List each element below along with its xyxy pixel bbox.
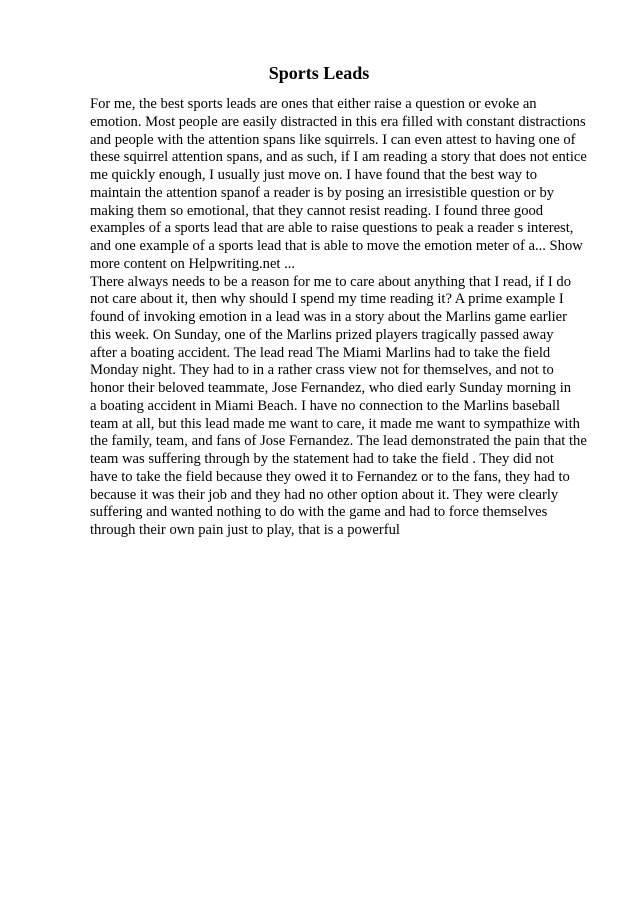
body-line: team was suffering through by the statement had to take the field . They did not (90, 451, 554, 467)
body-line: these squirrel attention spans, and as such, if I am reading a story that does not entice (90, 149, 587, 166)
body-line: making them so emotional, that they cannot resist reading. I found three good (90, 202, 544, 219)
body-line: because it was their job and they had no other option about it. They were clearly (90, 486, 559, 503)
body-line: team at all, but this lead made me want to care, it made me want to sympathize with (90, 415, 580, 432)
body-line: For me, the best sports leads are ones that either raise a question or evoke an (90, 96, 537, 112)
body-line: examples of a sports lead that are able to raise questions to peak a reader s interest, (90, 220, 574, 237)
body-line: have to take the field because they owed it to Fernandez or to the fans, they had to (90, 468, 570, 485)
body-line: and one example of a sports lead that is able to move the emotion meter of a... Show (90, 238, 583, 254)
body-line: this week. On Sunday, one of the Marlins prized players tragically passed away (90, 326, 554, 343)
document-title: Sports Leads (268, 63, 370, 83)
body-line: through their own pain just to play, that is a powerful (90, 522, 400, 538)
body-line: and people with the attention spans like squirrels. I can even attest to having one of (90, 131, 576, 148)
body-line: maintain the attention spanof a reader is by posing an irresistible question or by (90, 184, 555, 201)
document-body (90, 96, 610, 540)
body-line: Monday night. They had to in a rather crass view not for themselves, and not to (90, 362, 554, 379)
body-line: There always needs to be a reason for me to care about anything that I read, if I do (90, 273, 571, 290)
body-line: me quickly enough, I usually just move on. I have found that the best way to (90, 167, 538, 183)
body-line: more content on Helpwriting.net ... (90, 255, 296, 272)
body-line: the family, team, and fans of Jose Fernandez. The lead demonstrated the pain that the (90, 433, 587, 450)
body-line: after a boating accident. The lead read The Miami Marlins had to take the field (90, 344, 551, 361)
body-line: a boating accident in Miami Beach. I have no connection to the Marlins baseball (90, 397, 561, 414)
body-line: honor their beloved teammate, Jose Fernandez, who died early Sunday morning in (90, 380, 572, 396)
body-line: found of invoking emotion in a lead was in a story about the Marlins game earlier (90, 309, 568, 325)
body-line: suffering and wanted nothing to do with the game and had to force themselves (90, 504, 548, 521)
body-line: not care about it, then why should I spend my time reading it? A prime example I (90, 291, 564, 308)
body-line: emotion. Most people are easily distracted in this era filled with constant distractions (90, 113, 586, 130)
